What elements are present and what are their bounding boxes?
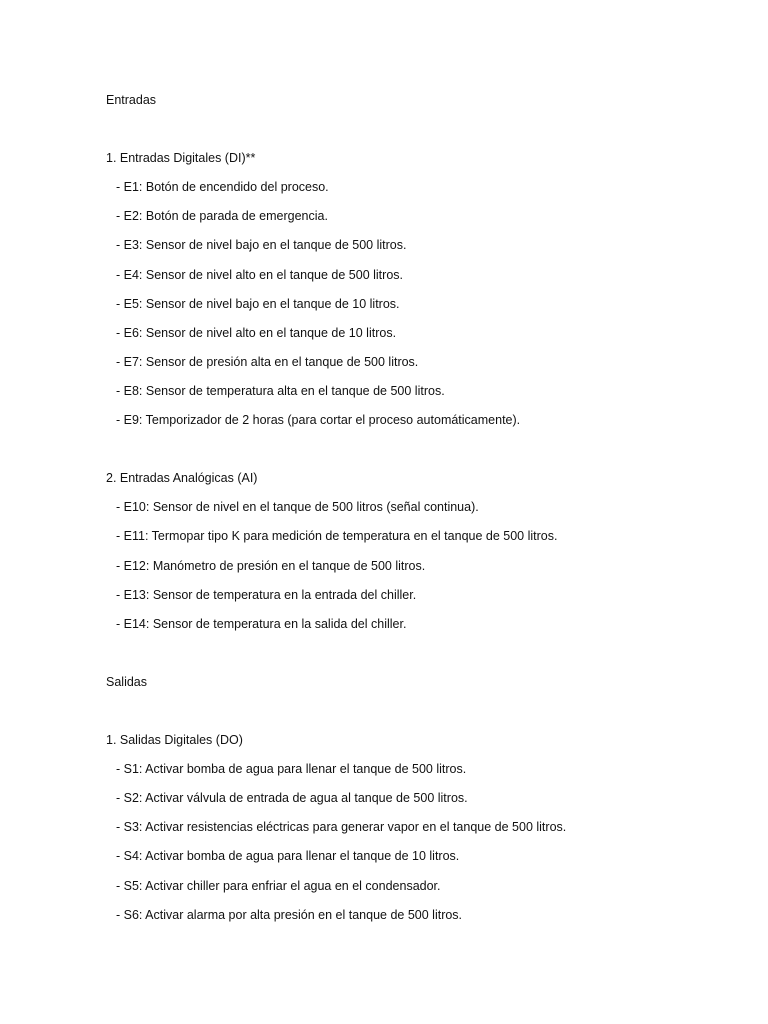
digital-inputs-title: 1. Entradas Digitales (DI)** <box>106 151 256 166</box>
list-item: - S5: Activar chiller para enfriar el agua en el condensador. <box>116 878 441 893</box>
list-item: - E3: Sensor de nivel bajo en el tanque de 500 litros. <box>116 238 407 253</box>
list-item: - S2: Activar válvula de entrada de agua al tanque de 500 litros. <box>116 791 468 806</box>
list-item: - E1: Botón de encendido del proceso. <box>116 180 329 195</box>
digital-outputs-title: 1. Salidas Digitales (DO) <box>106 733 243 748</box>
list-item: - S4: Activar bomba de agua para llenar el tanque de 10 litros. <box>116 849 460 864</box>
spacer <box>106 644 746 673</box>
spacer <box>106 440 746 469</box>
spacer <box>106 702 746 731</box>
list-item: - E11: Termopar tipo K para medición de temperatura en el tanque de 500 litros. <box>116 529 558 544</box>
list-item: - E9: Temporizador de 2 horas (para cortar el proceso automáticamente). <box>116 413 521 428</box>
list-item: - E13: Sensor de temperatura en la entrada del chiller. <box>116 587 417 602</box>
list-item: - E14: Sensor de temperatura en la salida del chiller. <box>116 616 407 631</box>
list-item: - E8: Sensor de temperatura alta en el tanque de 500 litros. <box>116 383 445 398</box>
list-item: - E4: Sensor de nivel alto en el tanque de 500 litros. <box>116 267 403 282</box>
list-item: - E2: Botón de parada de emergencia. <box>116 209 328 224</box>
list-item: - E7: Sensor de presión alta en el tanque de 500 litros. <box>116 354 419 369</box>
spacer <box>106 120 746 149</box>
list-item: - E5: Sensor de nivel bajo en el tanque de 10 litros. <box>116 296 400 311</box>
list-item: - E12: Manómetro de presión en el tanque de 500 litros. <box>116 558 426 573</box>
inputs-heading: Entradas <box>106 93 157 107</box>
list-item: - S3: Activar resistencias eléctricas para generar vapor en el tanque de 500 litros. <box>116 820 567 835</box>
outputs-heading: Salidas <box>106 674 147 689</box>
list-item: - S1: Activar bomba de agua para llenar el tanque de 500 litros. <box>116 762 467 777</box>
list-item: - S6: Activar alarma por alta presión en el tanque de 500 litros. <box>116 907 463 922</box>
analog-inputs-title: 2. Entradas Analógicas (AI) <box>106 471 258 486</box>
list-item: - E10: Sensor de nivel en el tanque de 500 litros (señal continua). <box>116 500 479 515</box>
list-item: - E6: Sensor de nivel alto en el tanque de 10 litros. <box>116 325 397 340</box>
document-page <box>106 91 746 935</box>
